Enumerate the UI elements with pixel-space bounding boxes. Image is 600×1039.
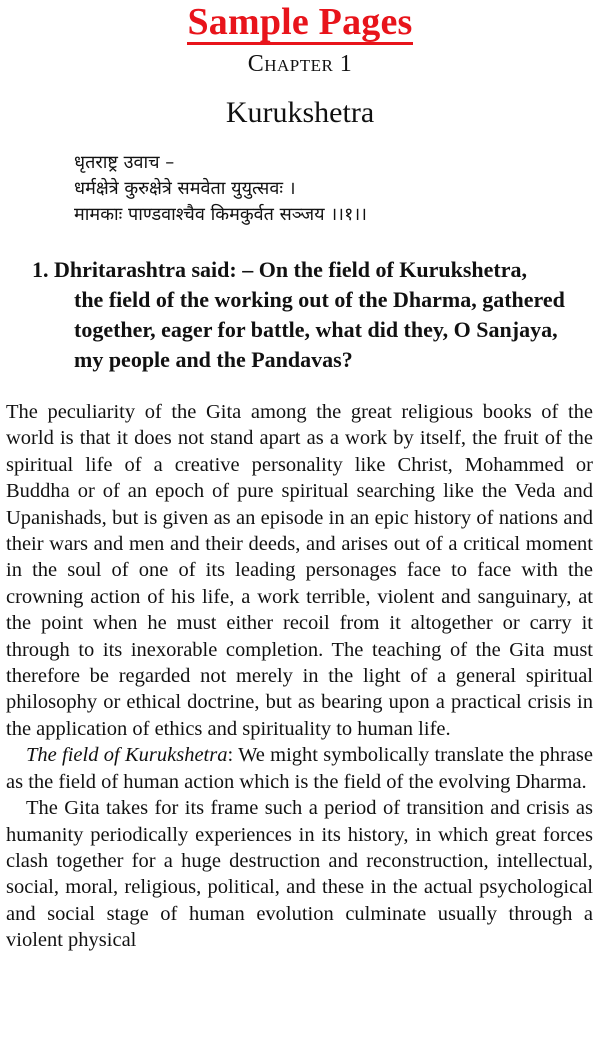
chapter-title: Kurukshetra <box>225 96 375 129</box>
sanskrit-line: मामकाः पाण्डवाश्चैव किमकुर्वत सञ्जय ।।१।। <box>74 204 367 225</box>
sanskrit-verse <box>74 150 367 228</box>
paragraph <box>6 742 593 795</box>
banner-title: Sample Pages <box>187 1 413 43</box>
sanskrit-line: धृतराष्ट्र उवाच – <box>74 152 175 173</box>
sanskrit-line: धर्मक्षेत्रे कुरुक्षेत्रे समवेता युयुत्सवः । <box>74 178 296 199</box>
paragraph-text: : We might symbolically translate the phrase as the field of human action which is the field of the evolving Dharma. <box>6 744 593 793</box>
verse-line: 1. Dhritarashtra said: – On the field of Kurukshetra, <box>32 257 527 282</box>
paragraph: The Gita takes for its frame such a period of transition and crisis as humanity periodically experiences in its history, in which great forces clash together for a huge destruction and reconstruction, intellectual, social, moral, religious, political, and these in the actual psychological and social stage of human evolution culminate usually through a violent physical <box>6 797 593 952</box>
chapter-label: Chapter 1 <box>247 51 353 77</box>
commentary-body <box>6 399 593 954</box>
sample-pages-banner <box>0 0 600 45</box>
italic-phrase: The field of Kurukshetra <box>26 744 228 767</box>
paragraph: The peculiarity of the Gita among the great religious books of the world is that it does not stand apart as a work by itself, the fruit of the spiritual life of a creative personality like Christ, Mohammed or Buddha or of an epoch of pure spiritual searching like the Veda and Upanishads, but is given as an episode in an epic history of nations and their wars and men and their deeds, and arises out of a critical moment in the soul of one of its leading personages face to face with the crowning action of his life, a work terrible, violent and sanguinary, at the point when he must either recoil from it altogether or carry it through to its inexorable completion. The teaching of the Gita must therefore be regarded not merely in the light of a general spiritual philosophy or ethical doctrine, but as bearing upon a practical crisis in the application of ethics and spirituality to human life. <box>6 401 593 740</box>
verse-line: together, eager for battle, what did they, O Sanjaya, <box>74 317 558 342</box>
verse-line: the field of the working out of the Dharma, gathered <box>74 287 565 312</box>
verse-translation <box>32 255 582 375</box>
verse-line: my people and the Pandavas? <box>74 347 353 372</box>
